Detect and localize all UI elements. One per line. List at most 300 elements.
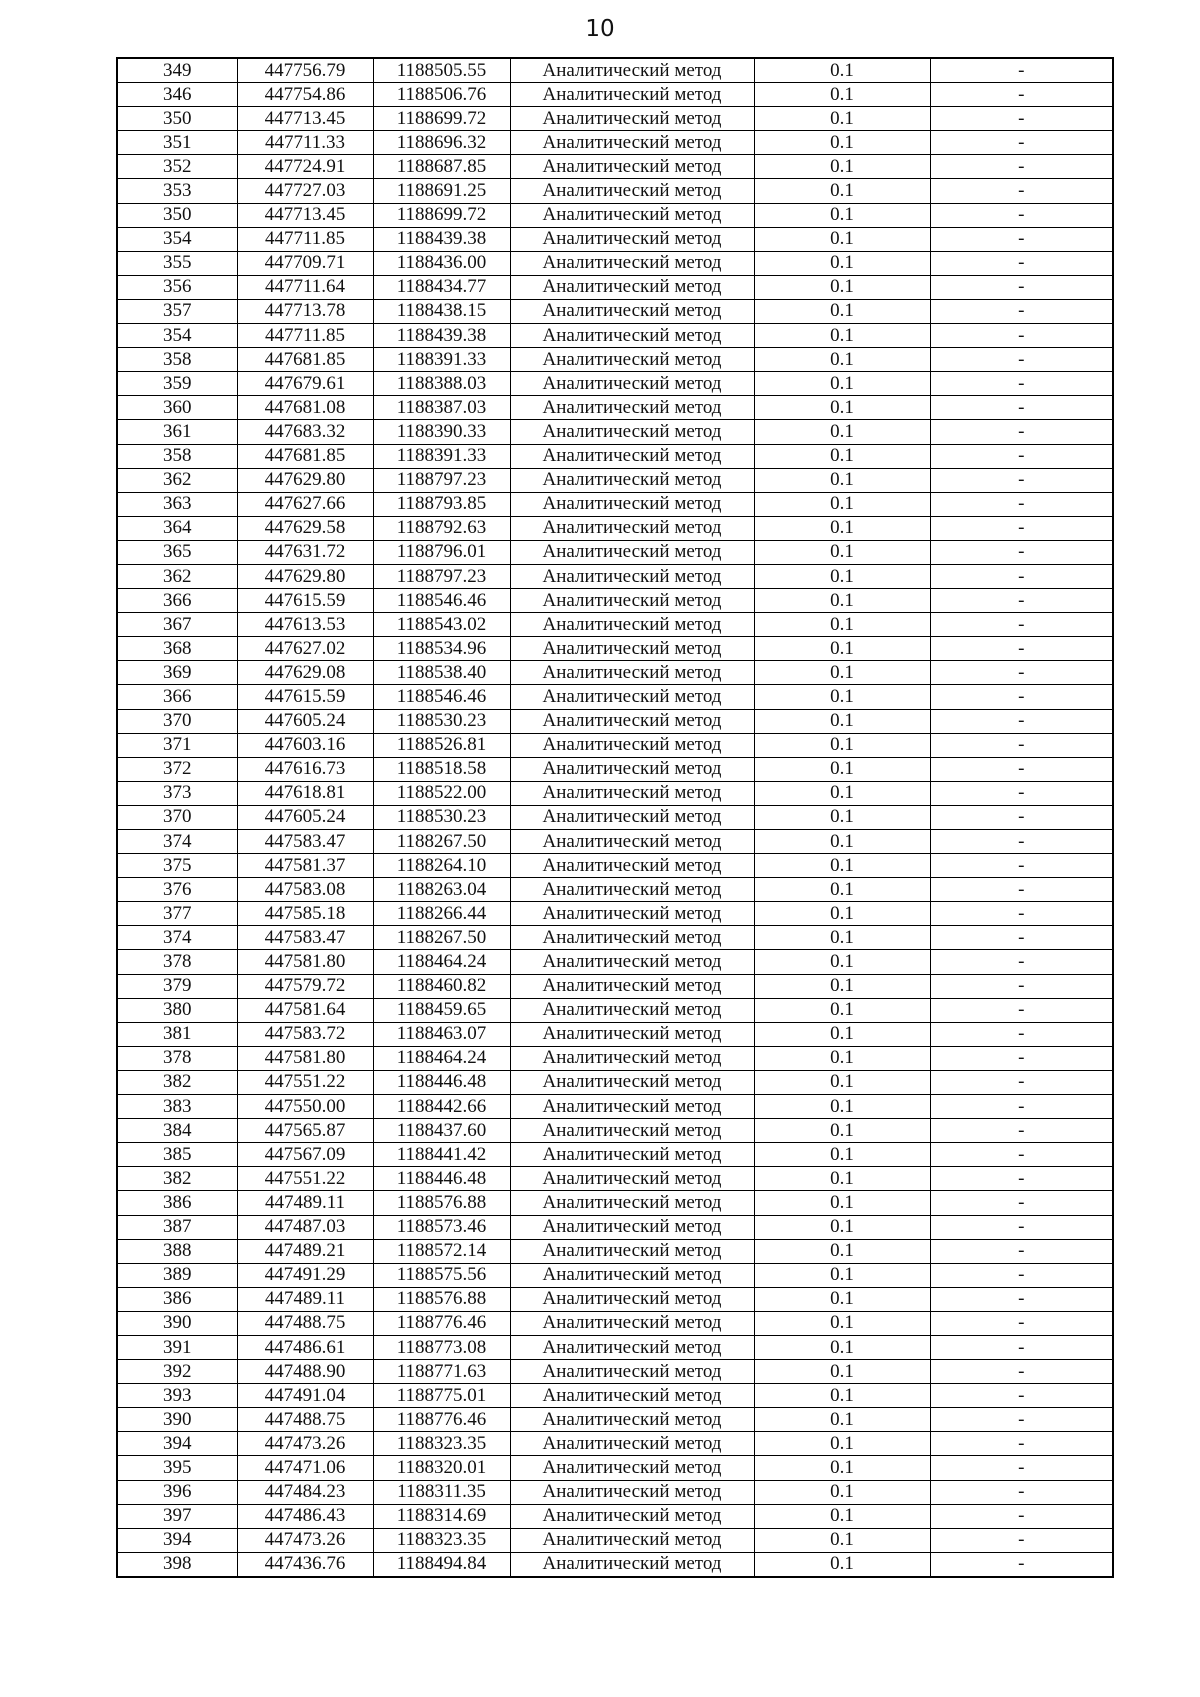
accuracy-cell: 0.1	[754, 1360, 930, 1384]
accuracy-cell: 0.1	[754, 1384, 930, 1408]
table-row	[117, 396, 1113, 420]
point-number-cell: 358	[117, 348, 237, 372]
point-number-cell: 366	[117, 589, 237, 613]
y-coordinate-cell: 1188464.24	[373, 950, 510, 974]
x-coordinate-cell: 447488.75	[237, 1311, 373, 1335]
point-number-cell: 393	[117, 1384, 237, 1408]
y-coordinate-cell: 1188436.00	[373, 251, 510, 275]
note-cell: -	[930, 685, 1113, 709]
note-cell: -	[930, 974, 1113, 998]
y-coordinate-cell: 1188434.77	[373, 275, 510, 299]
y-coordinate-cell: 1188773.08	[373, 1335, 510, 1359]
note-cell: -	[930, 589, 1113, 613]
table-row	[117, 854, 1113, 878]
accuracy-cell: 0.1	[754, 396, 930, 420]
x-coordinate-cell: 447711.33	[237, 131, 373, 155]
method-cell: Аналитический метод	[510, 613, 754, 637]
x-coordinate-cell: 447583.47	[237, 926, 373, 950]
x-coordinate-cell: 447486.43	[237, 1504, 373, 1528]
point-number-cell: 395	[117, 1456, 237, 1480]
method-cell: Аналитический метод	[510, 83, 754, 107]
point-number-cell: 396	[117, 1480, 237, 1504]
accuracy-cell: 0.1	[754, 516, 930, 540]
note-cell: -	[930, 1432, 1113, 1456]
point-number-cell: 386	[117, 1191, 237, 1215]
accuracy-cell: 0.1	[754, 1408, 930, 1432]
method-cell: Аналитический метод	[510, 1311, 754, 1335]
method-cell: Аналитический метод	[510, 227, 754, 251]
x-coordinate-cell: 447581.80	[237, 950, 373, 974]
table-row	[117, 1528, 1113, 1552]
y-coordinate-cell: 1188387.03	[373, 396, 510, 420]
y-coordinate-cell: 1188792.63	[373, 516, 510, 540]
note-cell: -	[930, 372, 1113, 396]
y-coordinate-cell: 1188267.50	[373, 830, 510, 854]
note-cell: -	[930, 1095, 1113, 1119]
method-cell: Аналитический метод	[510, 516, 754, 540]
method-cell: Аналитический метод	[510, 1215, 754, 1239]
note-cell: -	[930, 83, 1113, 107]
table-row	[117, 420, 1113, 444]
accuracy-cell: 0.1	[754, 637, 930, 661]
note-cell: -	[930, 613, 1113, 637]
accuracy-cell: 0.1	[754, 251, 930, 275]
table-row	[117, 107, 1113, 131]
table-row	[117, 757, 1113, 781]
method-cell: Аналитический метод	[510, 1432, 754, 1456]
point-number-cell: 386	[117, 1287, 237, 1311]
method-cell: Аналитический метод	[510, 878, 754, 902]
accuracy-cell: 0.1	[754, 878, 930, 902]
accuracy-cell: 0.1	[754, 468, 930, 492]
x-coordinate-cell: 447583.47	[237, 830, 373, 854]
note-cell: -	[930, 1335, 1113, 1359]
point-number-cell: 353	[117, 179, 237, 203]
method-cell: Аналитический метод	[510, 348, 754, 372]
x-coordinate-cell: 447567.09	[237, 1143, 373, 1167]
y-coordinate-cell: 1188573.46	[373, 1215, 510, 1239]
point-number-cell: 374	[117, 830, 237, 854]
accuracy-cell: 0.1	[754, 1263, 930, 1287]
x-coordinate-cell: 447711.64	[237, 275, 373, 299]
note-cell: -	[930, 950, 1113, 974]
table-row	[117, 251, 1113, 275]
y-coordinate-cell: 1188263.04	[373, 878, 510, 902]
x-coordinate-cell: 447711.85	[237, 227, 373, 251]
x-coordinate-cell: 447473.26	[237, 1432, 373, 1456]
table-row	[117, 1046, 1113, 1070]
x-coordinate-cell: 447754.86	[237, 83, 373, 107]
accuracy-cell: 0.1	[754, 492, 930, 516]
table-row	[117, 155, 1113, 179]
x-coordinate-cell: 447565.87	[237, 1119, 373, 1143]
y-coordinate-cell: 1188267.50	[373, 926, 510, 950]
note-cell: -	[930, 805, 1113, 829]
x-coordinate-cell: 447711.85	[237, 324, 373, 348]
table-row	[117, 781, 1113, 805]
x-coordinate-cell: 447471.06	[237, 1456, 373, 1480]
x-coordinate-cell: 447629.80	[237, 468, 373, 492]
y-coordinate-cell: 1188534.96	[373, 637, 510, 661]
point-number-cell: 394	[117, 1528, 237, 1552]
x-coordinate-cell: 447613.53	[237, 613, 373, 637]
y-coordinate-cell: 1188797.23	[373, 468, 510, 492]
accuracy-cell: 0.1	[754, 1311, 930, 1335]
x-coordinate-cell: 447603.16	[237, 733, 373, 757]
accuracy-cell: 0.1	[754, 107, 930, 131]
note-cell: -	[930, 1480, 1113, 1504]
x-coordinate-cell: 447756.79	[237, 58, 373, 83]
accuracy-cell: 0.1	[754, 1504, 930, 1528]
accuracy-cell: 0.1	[754, 348, 930, 372]
x-coordinate-cell: 447616.73	[237, 757, 373, 781]
point-number-cell: 372	[117, 757, 237, 781]
table-row	[117, 468, 1113, 492]
y-coordinate-cell: 1188576.88	[373, 1287, 510, 1311]
point-number-cell: 362	[117, 564, 237, 588]
table-row	[117, 1311, 1113, 1335]
x-coordinate-cell: 447713.78	[237, 299, 373, 323]
note-cell: -	[930, 1215, 1113, 1239]
point-number-cell: 391	[117, 1335, 237, 1359]
point-number-cell: 354	[117, 227, 237, 251]
point-number-cell: 376	[117, 878, 237, 902]
accuracy-cell: 0.1	[754, 372, 930, 396]
method-cell: Аналитический метод	[510, 805, 754, 829]
x-coordinate-cell: 447709.71	[237, 251, 373, 275]
note-cell: -	[930, 661, 1113, 685]
point-number-cell: 388	[117, 1239, 237, 1263]
method-cell: Аналитический метод	[510, 1384, 754, 1408]
table-row	[117, 1070, 1113, 1094]
point-number-cell: 350	[117, 203, 237, 227]
note-cell: -	[930, 492, 1113, 516]
method-cell: Аналитический метод	[510, 1143, 754, 1167]
table-row	[117, 950, 1113, 974]
point-number-cell: 384	[117, 1119, 237, 1143]
y-coordinate-cell: 1188696.32	[373, 131, 510, 155]
point-number-cell: 373	[117, 781, 237, 805]
accuracy-cell: 0.1	[754, 1070, 930, 1094]
point-number-cell: 366	[117, 685, 237, 709]
y-coordinate-cell: 1188797.23	[373, 564, 510, 588]
y-coordinate-cell: 1188311.35	[373, 1480, 510, 1504]
point-number-cell: 370	[117, 805, 237, 829]
note-cell: -	[930, 107, 1113, 131]
method-cell: Аналитический метод	[510, 396, 754, 420]
table-row	[117, 348, 1113, 372]
method-cell: Аналитический метод	[510, 203, 754, 227]
x-coordinate-cell: 447681.85	[237, 348, 373, 372]
y-coordinate-cell: 1188494.84	[373, 1552, 510, 1577]
y-coordinate-cell: 1188446.48	[373, 1167, 510, 1191]
y-coordinate-cell: 1188771.63	[373, 1360, 510, 1384]
note-cell: -	[930, 540, 1113, 564]
y-coordinate-cell: 1188463.07	[373, 1022, 510, 1046]
method-cell: Аналитический метод	[510, 1022, 754, 1046]
method-cell: Аналитический метод	[510, 540, 754, 564]
method-cell: Аналитический метод	[510, 179, 754, 203]
table-row	[117, 1504, 1113, 1528]
table-row	[117, 1167, 1113, 1191]
y-coordinate-cell: 1188390.33	[373, 420, 510, 444]
method-cell: Аналитический метод	[510, 1335, 754, 1359]
x-coordinate-cell: 447585.18	[237, 902, 373, 926]
note-cell: -	[930, 1263, 1113, 1287]
y-coordinate-cell: 1188437.60	[373, 1119, 510, 1143]
y-coordinate-cell: 1188459.65	[373, 998, 510, 1022]
x-coordinate-cell: 447579.72	[237, 974, 373, 998]
accuracy-cell: 0.1	[754, 1022, 930, 1046]
table-row	[117, 1335, 1113, 1359]
x-coordinate-cell: 447605.24	[237, 709, 373, 733]
accuracy-cell: 0.1	[754, 1239, 930, 1263]
method-cell: Аналитический метод	[510, 950, 754, 974]
method-cell: Аналитический метод	[510, 661, 754, 685]
y-coordinate-cell: 1188546.46	[373, 685, 510, 709]
accuracy-cell: 0.1	[754, 830, 930, 854]
point-number-cell: 382	[117, 1070, 237, 1094]
note-cell: -	[930, 1528, 1113, 1552]
accuracy-cell: 0.1	[754, 685, 930, 709]
table-row	[117, 709, 1113, 733]
method-cell: Аналитический метод	[510, 902, 754, 926]
note-cell: -	[930, 781, 1113, 805]
accuracy-cell: 0.1	[754, 974, 930, 998]
method-cell: Аналитический метод	[510, 1263, 754, 1287]
table-row	[117, 998, 1113, 1022]
table-row	[117, 733, 1113, 757]
x-coordinate-cell: 447627.66	[237, 492, 373, 516]
x-coordinate-cell: 447605.24	[237, 805, 373, 829]
table-row	[117, 179, 1113, 203]
method-cell: Аналитический метод	[510, 492, 754, 516]
accuracy-cell: 0.1	[754, 781, 930, 805]
method-cell: Аналитический метод	[510, 372, 754, 396]
accuracy-cell: 0.1	[754, 1432, 930, 1456]
table-row	[117, 1119, 1113, 1143]
note-cell: -	[930, 1360, 1113, 1384]
accuracy-cell: 0.1	[754, 1456, 930, 1480]
y-coordinate-cell: 1188391.33	[373, 348, 510, 372]
method-cell: Аналитический метод	[510, 733, 754, 757]
table-row	[117, 444, 1113, 468]
point-number-cell: 390	[117, 1311, 237, 1335]
x-coordinate-cell: 447631.72	[237, 540, 373, 564]
note-cell: -	[930, 902, 1113, 926]
point-number-cell: 382	[117, 1167, 237, 1191]
accuracy-cell: 0.1	[754, 155, 930, 179]
note-cell: -	[930, 854, 1113, 878]
y-coordinate-cell: 1188314.69	[373, 1504, 510, 1528]
table-row	[117, 589, 1113, 613]
point-number-cell: 390	[117, 1408, 237, 1432]
method-cell: Аналитический метод	[510, 685, 754, 709]
accuracy-cell: 0.1	[754, 1528, 930, 1552]
method-cell: Аналитический метод	[510, 1360, 754, 1384]
y-coordinate-cell: 1188323.35	[373, 1432, 510, 1456]
accuracy-cell: 0.1	[754, 854, 930, 878]
accuracy-cell: 0.1	[754, 1119, 930, 1143]
note-cell: -	[930, 709, 1113, 733]
y-coordinate-cell: 1188530.23	[373, 709, 510, 733]
table-row	[117, 1239, 1113, 1263]
table-row	[117, 564, 1113, 588]
point-number-cell: 365	[117, 540, 237, 564]
point-number-cell: 369	[117, 661, 237, 685]
x-coordinate-cell: 447581.80	[237, 1046, 373, 1070]
table-row	[117, 299, 1113, 323]
accuracy-cell: 0.1	[754, 420, 930, 444]
y-coordinate-cell: 1188446.48	[373, 1070, 510, 1094]
method-cell: Аналитический метод	[510, 1167, 754, 1191]
y-coordinate-cell: 1188796.01	[373, 540, 510, 564]
note-cell: -	[930, 1119, 1113, 1143]
table-row	[117, 203, 1113, 227]
point-number-cell: 363	[117, 492, 237, 516]
table-row	[117, 1215, 1113, 1239]
x-coordinate-cell: 447679.61	[237, 372, 373, 396]
x-coordinate-cell: 447486.61	[237, 1335, 373, 1359]
note-cell: -	[930, 1408, 1113, 1432]
table-row	[117, 1456, 1113, 1480]
y-coordinate-cell: 1188687.85	[373, 155, 510, 179]
accuracy-cell: 0.1	[754, 83, 930, 107]
table-row	[117, 637, 1113, 661]
note-cell: -	[930, 1384, 1113, 1408]
note-cell: -	[930, 299, 1113, 323]
point-number-cell: 378	[117, 950, 237, 974]
point-number-cell: 361	[117, 420, 237, 444]
x-coordinate-cell: 447629.08	[237, 661, 373, 685]
x-coordinate-cell: 447551.22	[237, 1070, 373, 1094]
accuracy-cell: 0.1	[754, 998, 930, 1022]
y-coordinate-cell: 1188505.55	[373, 58, 510, 83]
x-coordinate-cell: 447484.23	[237, 1480, 373, 1504]
accuracy-cell: 0.1	[754, 58, 930, 83]
point-number-cell: 398	[117, 1552, 237, 1577]
y-coordinate-cell: 1188538.40	[373, 661, 510, 685]
accuracy-cell: 0.1	[754, 1191, 930, 1215]
method-cell: Аналитический метод	[510, 854, 754, 878]
y-coordinate-cell: 1188320.01	[373, 1456, 510, 1480]
y-coordinate-cell: 1188699.72	[373, 203, 510, 227]
note-cell: -	[930, 58, 1113, 83]
method-cell: Аналитический метод	[510, 830, 754, 854]
y-coordinate-cell: 1188391.33	[373, 444, 510, 468]
page-number: 10	[585, 16, 615, 42]
method-cell: Аналитический метод	[510, 1070, 754, 1094]
x-coordinate-cell: 447583.08	[237, 878, 373, 902]
table-row	[117, 58, 1113, 83]
x-coordinate-cell: 447681.85	[237, 444, 373, 468]
table-row	[117, 1263, 1113, 1287]
table-row	[117, 1191, 1113, 1215]
point-number-cell: 356	[117, 275, 237, 299]
note-cell: -	[930, 878, 1113, 902]
method-cell: Аналитический метод	[510, 1408, 754, 1432]
y-coordinate-cell: 1188793.85	[373, 492, 510, 516]
table-row	[117, 902, 1113, 926]
method-cell: Аналитический метод	[510, 299, 754, 323]
method-cell: Аналитический метод	[510, 1191, 754, 1215]
note-cell: -	[930, 179, 1113, 203]
table-row	[117, 275, 1113, 299]
y-coordinate-cell: 1188388.03	[373, 372, 510, 396]
method-cell: Аналитический метод	[510, 275, 754, 299]
point-number-cell: 371	[117, 733, 237, 757]
table-row	[117, 372, 1113, 396]
accuracy-cell: 0.1	[754, 709, 930, 733]
accuracy-cell: 0.1	[754, 1046, 930, 1070]
y-coordinate-cell: 1188543.02	[373, 613, 510, 637]
note-cell: -	[930, 830, 1113, 854]
method-cell: Аналитический метод	[510, 637, 754, 661]
point-number-cell: 385	[117, 1143, 237, 1167]
method-cell: Аналитический метод	[510, 1528, 754, 1552]
method-cell: Аналитический метод	[510, 251, 754, 275]
method-cell: Аналитический метод	[510, 589, 754, 613]
method-cell: Аналитический метод	[510, 444, 754, 468]
table-row	[117, 540, 1113, 564]
point-number-cell: 346	[117, 83, 237, 107]
point-number-cell: 397	[117, 1504, 237, 1528]
y-coordinate-cell: 1188530.23	[373, 805, 510, 829]
accuracy-cell: 0.1	[754, 733, 930, 757]
accuracy-cell: 0.1	[754, 1480, 930, 1504]
point-number-cell: 370	[117, 709, 237, 733]
y-coordinate-cell: 1188526.81	[373, 733, 510, 757]
table-row	[117, 324, 1113, 348]
x-coordinate-cell: 447581.64	[237, 998, 373, 1022]
point-number-cell: 354	[117, 324, 237, 348]
y-coordinate-cell: 1188460.82	[373, 974, 510, 998]
accuracy-cell: 0.1	[754, 902, 930, 926]
x-coordinate-cell: 447724.91	[237, 155, 373, 179]
point-number-cell: 362	[117, 468, 237, 492]
point-number-cell: 392	[117, 1360, 237, 1384]
method-cell: Аналитический метод	[510, 1552, 754, 1577]
method-cell: Аналитический метод	[510, 324, 754, 348]
point-number-cell: 378	[117, 1046, 237, 1070]
method-cell: Аналитический метод	[510, 1480, 754, 1504]
note-cell: -	[930, 733, 1113, 757]
point-number-cell: 380	[117, 998, 237, 1022]
table-row	[117, 1480, 1113, 1504]
table-row	[117, 516, 1113, 540]
note-cell: -	[930, 1552, 1113, 1577]
x-coordinate-cell: 447627.02	[237, 637, 373, 661]
point-number-cell: 355	[117, 251, 237, 275]
table-row	[117, 974, 1113, 998]
y-coordinate-cell: 1188775.01	[373, 1384, 510, 1408]
x-coordinate-cell: 447489.11	[237, 1287, 373, 1311]
table-row	[117, 1384, 1113, 1408]
point-number-cell: 368	[117, 637, 237, 661]
accuracy-cell: 0.1	[754, 1335, 930, 1359]
note-cell: -	[930, 444, 1113, 468]
point-number-cell: 360	[117, 396, 237, 420]
note-cell: -	[930, 1239, 1113, 1263]
accuracy-cell: 0.1	[754, 564, 930, 588]
table-row	[117, 1432, 1113, 1456]
x-coordinate-cell: 447713.45	[237, 203, 373, 227]
note-cell: -	[930, 348, 1113, 372]
accuracy-cell: 0.1	[754, 444, 930, 468]
y-coordinate-cell: 1188506.76	[373, 83, 510, 107]
note-cell: -	[930, 468, 1113, 492]
table-row	[117, 1408, 1113, 1432]
